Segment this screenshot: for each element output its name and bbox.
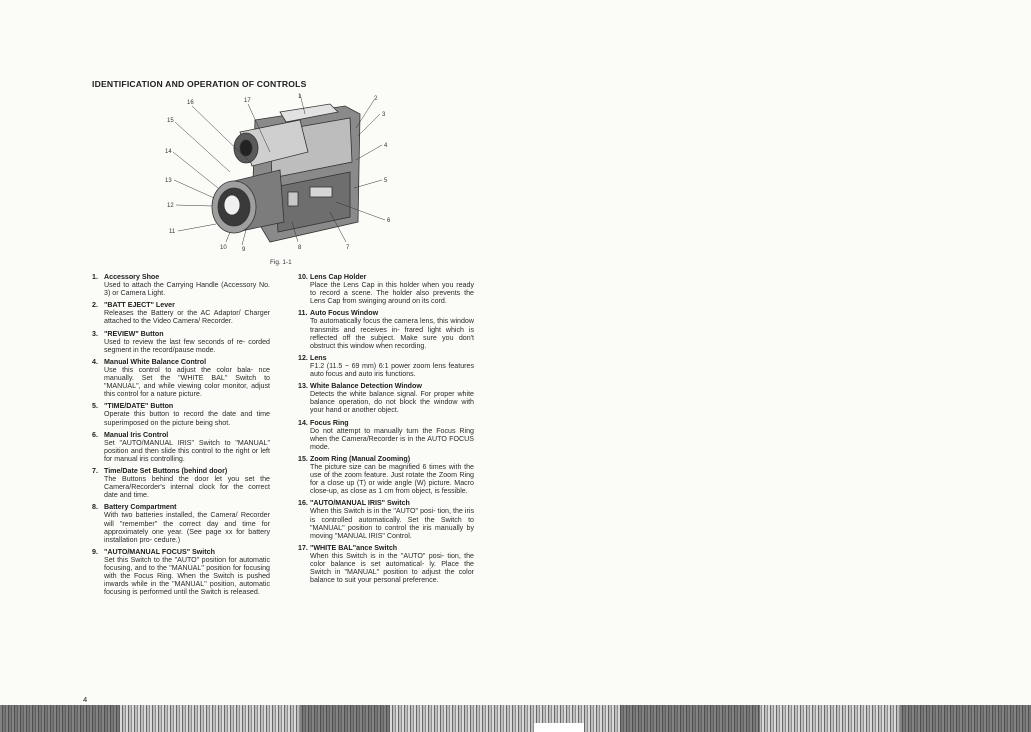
callout-8: 8 — [298, 245, 302, 251]
control-heading — [92, 503, 270, 511]
control-item — [92, 431, 270, 463]
camcorder-illustration — [160, 92, 410, 252]
callout-15: 15 — [167, 118, 174, 124]
callout-14: 14 — [165, 149, 172, 155]
control-item — [298, 354, 474, 378]
control-number: 3. — [92, 329, 98, 338]
control-title: Zoom Ring (Manual Zooming) — [310, 454, 411, 463]
control-heading — [92, 301, 270, 309]
control-description: Set this Switch to the "AUTO" position for automatic focusing, and to the "MANUAL" position for focusing with the Focus Ring. When the Switch is pushed inwards while in the "MANUAL" position, automatic focusing is performed until the Switch is released. — [104, 555, 270, 597]
control-description: When this Switch is in the "AUTO" posi- tion, the iris is controlled automatically. Set the Switch to "MANUAL" position to control the iris manually by moving "MANUAL IRIS" Control. — [310, 507, 474, 540]
control-description: Place the Lens Cap in this holder when you ready to record a scene. The holder also prevents the Lens Cap from swinging around on its cord. — [310, 281, 474, 306]
control-heading — [298, 354, 474, 362]
control-heading — [92, 330, 270, 338]
control-description: The picture size can be magnified 6 times with the use of the zoom feature. Just rotate the Zoom Ring for a close up (T) or wide angle (W) picture. Macro close-up, as close as 1 cm from object, is fessible. — [310, 462, 474, 496]
control-number: 4. — [92, 357, 98, 366]
camcorder-figure — [160, 92, 410, 252]
control-heading — [298, 499, 474, 507]
control-number: 9. — [92, 547, 98, 556]
control-item — [92, 273, 270, 297]
callout-5: 5 — [384, 178, 388, 184]
control-title: Lens Cap Holder — [310, 273, 367, 281]
control-description: Used to review the last few seconds of re- corded segment in the record/pause mode. — [104, 337, 270, 354]
control-description: Operate this button to record the date and time superimposed on the picture being shot. — [104, 410, 270, 427]
control-item — [92, 467, 270, 499]
callout-16: 16 — [187, 100, 194, 106]
control-heading — [298, 419, 474, 427]
control-title: Battery Compartment — [104, 503, 177, 512]
control-description: Set "AUTO/MANUAL IRIS" Switch to "MANUAL" position and then slide this control to the right or left for manual iris controlling. — [104, 438, 270, 463]
control-item — [92, 548, 270, 597]
control-number: 15. — [298, 454, 308, 463]
control-title: "AUTO/MANUAL IRIS" Switch — [310, 499, 410, 508]
control-description: Releases the Battery or the AC Adaptor/ Charger attached to the Video Camera/ Recorder. — [104, 309, 270, 326]
control-title: "REVIEW" Button — [104, 329, 164, 338]
control-title: Accessory Shoe — [104, 273, 160, 281]
control-heading — [298, 382, 474, 390]
callout-12: 12 — [167, 203, 174, 209]
page-title: IDENTIFICATION AND OPERATION OF CONTROLS — [92, 79, 307, 89]
callout-2: 2 — [374, 96, 378, 102]
control-number: 10. — [298, 273, 308, 281]
control-heading — [92, 431, 270, 439]
control-item — [298, 273, 474, 305]
control-item — [92, 330, 270, 354]
control-description: F1.2 (11.5 ~ 69 mm) 6:1 power zoom lens features auto focus and auto iris functions. — [310, 361, 474, 379]
control-number: 1. — [92, 273, 98, 281]
control-heading — [92, 548, 270, 556]
callout-3: 3 — [382, 112, 386, 118]
control-description: When this Switch is in the "AUTO" posi- tion, the color balance is set automatical- ly. Place the Switch in "MANUAL" position to adjust the color balance to suit your personal preference. — [310, 551, 474, 585]
control-heading — [298, 544, 474, 552]
callout-4: 4 — [384, 143, 388, 149]
control-description: Detects the white balance signal. For proper white balance operation, do not block the window with your hand or another object. — [310, 390, 474, 415]
right-column — [298, 273, 474, 588]
control-heading — [298, 455, 474, 463]
control-item — [298, 419, 474, 451]
control-title: Manual White Balance Control — [104, 357, 207, 366]
callout-9: 9 — [242, 247, 246, 252]
control-heading — [92, 467, 270, 475]
control-title: Time/Date Set Buttons (behind door) — [104, 466, 228, 475]
control-number: 12. — [298, 353, 308, 362]
callout-1: 1 — [298, 94, 302, 100]
control-description: To automatically focus the camera lens, this window transmits and receives in- frared light which is reflected off the subject. Make sure you don't obstruct this window when recording. — [310, 317, 474, 350]
callout-13: 13 — [165, 178, 172, 184]
control-description: Used to attach the Carrying Handle (Accessory No. 3) or Camera Light. — [104, 281, 270, 298]
control-number: 17. — [298, 543, 308, 552]
control-item — [298, 382, 474, 414]
control-number: 5. — [92, 402, 98, 411]
control-title: Focus Ring — [310, 418, 349, 427]
control-title: "TIME/DATE" Button — [104, 402, 174, 411]
control-description: The Buttons behind the door let you set the Camera/Recorder's internal clock for the correct date and time. — [104, 475, 270, 500]
control-number: 2. — [92, 301, 98, 310]
control-title: White Balance Detection Window — [310, 382, 422, 391]
control-description: With two batteries installed, the Camera/ Recorder will "remember" the correct day and time for approximately one year. (See page xx for battery installation pro- cedure.) — [104, 511, 270, 544]
left-column — [92, 273, 270, 600]
control-number: 13. — [298, 382, 308, 391]
control-title: "BATT EJECT" Lever — [104, 301, 175, 310]
control-heading — [92, 358, 270, 366]
control-item — [92, 301, 270, 325]
control-number: 6. — [92, 430, 98, 439]
control-description: Do not attempt to manually turn the Focus Ring when the Camera/Recorder is in the AUTO FOCUS mode. — [310, 426, 474, 451]
callout-10: 10 — [220, 245, 227, 251]
control-item — [298, 544, 474, 584]
control-item — [298, 309, 474, 349]
page-number: 4 — [83, 695, 88, 704]
control-item — [92, 402, 270, 426]
control-heading — [298, 309, 474, 317]
control-title: "AUTO/MANUAL FOCUS" Switch — [104, 547, 215, 556]
control-heading — [92, 402, 270, 410]
callout-17: 17 — [244, 98, 251, 104]
control-title: Lens — [310, 353, 327, 362]
callout-6: 6 — [387, 218, 391, 224]
control-title: "WHITE BAL"ance Switch — [310, 543, 398, 552]
control-number: 7. — [92, 466, 98, 475]
control-item — [92, 503, 270, 543]
control-heading — [92, 273, 270, 281]
control-number: 8. — [92, 503, 98, 512]
control-number: 14. — [298, 418, 308, 427]
callout-7: 7 — [346, 245, 350, 251]
scan-artifact-band — [0, 705, 1031, 732]
control-item — [298, 455, 474, 495]
control-title: Manual Iris Control — [104, 430, 169, 439]
control-description: Use this control to adjust the color bala- nce manually. Set the "WHITE BAL" Switch to "MANUAL", and while viewing color monitor, adjust this control for a nature picture. — [104, 365, 270, 399]
control-item — [92, 358, 270, 398]
callout-11: 11 — [169, 229, 176, 235]
control-item — [298, 499, 474, 539]
control-number: 11. — [298, 309, 308, 318]
lens — [212, 170, 284, 233]
control-number: 16. — [298, 499, 308, 508]
control-heading — [298, 273, 474, 281]
control-title: Auto Focus Window — [310, 309, 379, 318]
figure-caption: Fig. 1-1 — [270, 259, 292, 266]
